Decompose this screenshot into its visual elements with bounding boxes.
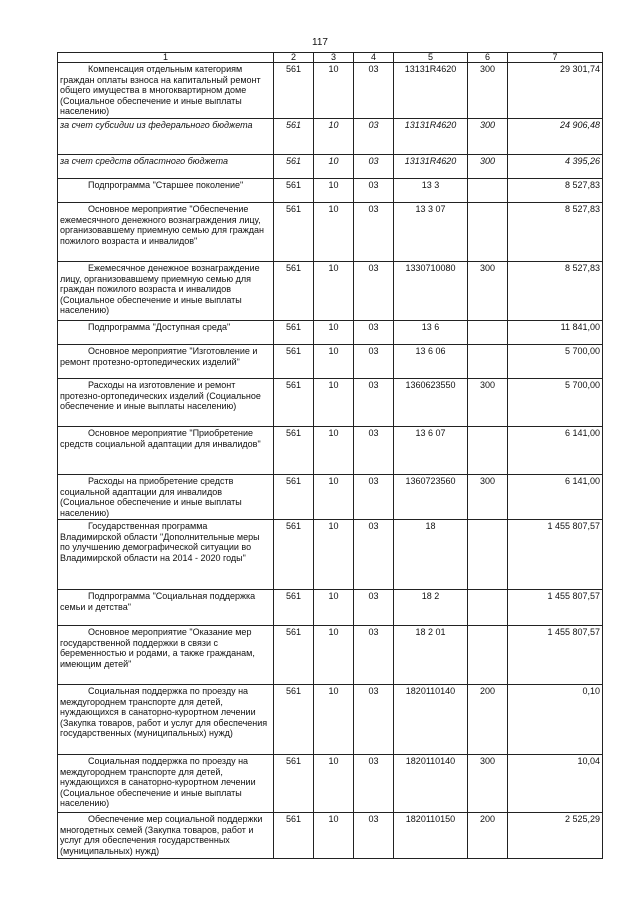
row-section-cell: 10 xyxy=(314,179,354,203)
row-expense-type-cell: 300 xyxy=(468,119,508,155)
row-subsection-cell: 03 xyxy=(354,520,394,590)
row-name-cell: Основное мероприятие "Приобретение средств социальной адаптации для инвалидов" xyxy=(58,427,274,475)
row-target-cell: 18 2 xyxy=(394,590,468,626)
row-code-cell: 561 xyxy=(274,813,314,859)
row-code-cell: 561 xyxy=(274,63,314,119)
row-target-cell: 1360623550 xyxy=(394,379,468,427)
row-section-cell: 10 xyxy=(314,427,354,475)
table-row xyxy=(58,262,603,321)
row-subsection-cell: 03 xyxy=(354,755,394,813)
row-code-cell: 561 xyxy=(274,119,314,155)
row-subsection-cell: 03 xyxy=(354,379,394,427)
row-section-cell: 10 xyxy=(314,379,354,427)
row-amount-cell: 5 700,00 xyxy=(508,345,603,379)
row-target-cell: 1820110150 xyxy=(394,813,468,859)
row-code-cell: 561 xyxy=(274,203,314,262)
table-row xyxy=(58,119,603,155)
row-target-cell: 1360723560 xyxy=(394,475,468,520)
row-name-cell: Подпрограмма "Доступная среда" xyxy=(58,321,274,345)
table-row xyxy=(58,379,603,427)
row-code-cell: 561 xyxy=(274,155,314,179)
row-subsection-cell: 03 xyxy=(354,626,394,685)
row-subsection-cell: 03 xyxy=(354,262,394,321)
row-expense-type-cell xyxy=(468,203,508,262)
row-expense-type-cell xyxy=(468,345,508,379)
table-row xyxy=(58,63,603,119)
row-subsection-cell: 03 xyxy=(354,321,394,345)
row-code-cell: 561 xyxy=(274,626,314,685)
row-amount-cell: 8 527,83 xyxy=(508,262,603,321)
row-target-cell: 13 6 06 xyxy=(394,345,468,379)
row-expense-type-cell xyxy=(468,626,508,685)
table-row xyxy=(58,813,603,859)
table-row xyxy=(58,321,603,345)
row-section-cell: 10 xyxy=(314,626,354,685)
table-row xyxy=(58,520,603,590)
row-target-cell: 13131R4620 xyxy=(394,63,468,119)
row-target-cell: 13131R4620 xyxy=(394,155,468,179)
row-amount-cell: 8 527,83 xyxy=(508,203,603,262)
row-section-cell: 10 xyxy=(314,63,354,119)
row-amount-cell: 4 395,26 xyxy=(508,155,603,179)
header-cell: 5 xyxy=(394,53,468,63)
header-cell: 1 xyxy=(58,53,274,63)
table-row xyxy=(58,203,603,262)
row-name-cell: Расходы на изготовление и ремонт протезно-ортопедических изделий (Социальное обеспечение и иные выплаты населению) xyxy=(58,379,274,427)
row-name-cell: Основное мероприятие "Оказание мер государственной поддержки в связи с беременностью и родами, а также гражданам, имеющим детей" xyxy=(58,626,274,685)
row-target-cell: 13131R4620 xyxy=(394,119,468,155)
row-expense-type-cell xyxy=(468,179,508,203)
row-code-cell: 561 xyxy=(274,475,314,520)
row-expense-type-cell: 300 xyxy=(468,262,508,321)
row-subsection-cell: 03 xyxy=(354,813,394,859)
row-name-cell: Компенсация отдельным категориям граждан оплаты взноса на капитальный ремонт общего имущества в многоквартирном доме (Социальное обеспечение и иные выплаты населению) xyxy=(58,63,274,119)
row-code-cell: 561 xyxy=(274,262,314,321)
row-amount-cell: 11 841,00 xyxy=(508,321,603,345)
row-expense-type-cell: 300 xyxy=(468,379,508,427)
row-expense-type-cell xyxy=(468,590,508,626)
row-amount-cell: 5 700,00 xyxy=(508,379,603,427)
row-name-cell: за счет субсидии из федерального бюджета xyxy=(58,119,274,155)
row-name-cell: Государственная программа Владимирской области "Дополнительные меры по улучшению демографической ситуации во Владимирской области на 2014 - 2020 годы" xyxy=(58,520,274,590)
row-name-cell: за счет средств областного бюджета xyxy=(58,155,274,179)
row-subsection-cell: 03 xyxy=(354,203,394,262)
row-name-cell: Основное мероприятие "Обеспечение ежемесячного денежного вознаграждения лицу, организовавшему приемную семью для граждан пожилого возраста и инвалидов" xyxy=(58,203,274,262)
row-section-cell: 10 xyxy=(314,119,354,155)
row-subsection-cell: 03 xyxy=(354,155,394,179)
row-amount-cell: 29 301,74 xyxy=(508,63,603,119)
row-amount-cell: 0,10 xyxy=(508,685,603,755)
row-code-cell: 561 xyxy=(274,685,314,755)
table-row xyxy=(58,626,603,685)
row-target-cell: 13 6 xyxy=(394,321,468,345)
row-amount-cell: 1 455 807,57 xyxy=(508,626,603,685)
row-section-cell: 10 xyxy=(314,203,354,262)
row-section-cell: 10 xyxy=(314,520,354,590)
budget-table xyxy=(57,52,603,859)
row-code-cell: 561 xyxy=(274,755,314,813)
header-cell: 2 xyxy=(274,53,314,63)
row-name-cell: Основное мероприятие "Изготовление и ремонт протезно-ортопедических изделий" xyxy=(58,345,274,379)
row-name-cell: Подпрограмма "Социальная поддержка семьи и детства" xyxy=(58,590,274,626)
row-amount-cell: 8 527,83 xyxy=(508,179,603,203)
row-code-cell: 561 xyxy=(274,345,314,379)
row-expense-type-cell: 200 xyxy=(468,685,508,755)
row-subsection-cell: 03 xyxy=(354,590,394,626)
row-subsection-cell: 03 xyxy=(354,427,394,475)
row-name-cell: Подпрограмма "Старшее поколение" xyxy=(58,179,274,203)
table-row xyxy=(58,155,603,179)
row-expense-type-cell: 300 xyxy=(468,755,508,813)
header-cell: 6 xyxy=(468,53,508,63)
row-subsection-cell: 03 xyxy=(354,179,394,203)
row-code-cell: 561 xyxy=(274,179,314,203)
row-section-cell: 10 xyxy=(314,755,354,813)
row-target-cell: 18 2 01 xyxy=(394,626,468,685)
row-amount-cell: 1 455 807,57 xyxy=(508,520,603,590)
header-cell: 4 xyxy=(354,53,394,63)
row-amount-cell: 2 525,29 xyxy=(508,813,603,859)
row-expense-type-cell xyxy=(468,427,508,475)
row-section-cell: 10 xyxy=(314,345,354,379)
row-target-cell: 13 3 xyxy=(394,179,468,203)
row-target-cell: 13 3 07 xyxy=(394,203,468,262)
row-section-cell: 10 xyxy=(314,813,354,859)
row-section-cell: 10 xyxy=(314,262,354,321)
table-row xyxy=(58,427,603,475)
row-section-cell: 10 xyxy=(314,155,354,179)
row-amount-cell: 10,04 xyxy=(508,755,603,813)
row-name-cell: Социальная поддержка по проезду на междугороднем транспорте для детей, нуждающихся в санаторно-курортном лечении (Социальное обеспечение и иные выплаты населению) xyxy=(58,755,274,813)
row-target-cell: 1820110140 xyxy=(394,755,468,813)
table-row xyxy=(58,590,603,626)
row-name-cell: Обеспечение мер социальной поддержки многодетных семей (Закупка товаров, работ и услуг для обеспечения государственных (муниципальных) нужд) xyxy=(58,813,274,859)
row-expense-type-cell: 300 xyxy=(468,475,508,520)
row-name-cell: Ежемесячное денежное вознаграждение лицу, организовавшему приемную семью для граждан пожилого возраста и инвалидов (Социальное обеспечение и иные выплаты населению) xyxy=(58,262,274,321)
row-amount-cell: 24 906,48 xyxy=(508,119,603,155)
row-amount-cell: 6 141,00 xyxy=(508,475,603,520)
row-section-cell: 10 xyxy=(314,590,354,626)
header-row xyxy=(58,53,603,63)
table-row xyxy=(58,179,603,203)
row-code-cell: 561 xyxy=(274,590,314,626)
header-cell: 3 xyxy=(314,53,354,63)
row-expense-type-cell: 300 xyxy=(468,155,508,179)
row-subsection-cell: 03 xyxy=(354,63,394,119)
row-target-cell: 13 6 07 xyxy=(394,427,468,475)
row-target-cell: 1330710080 xyxy=(394,262,468,321)
row-section-cell: 10 xyxy=(314,321,354,345)
row-name-cell: Расходы на приобретение средств социальной адаптации для инвалидов (Социальное обеспечение и иные выплаты населению) xyxy=(58,475,274,520)
row-expense-type-cell xyxy=(468,520,508,590)
row-expense-type-cell: 300 xyxy=(468,63,508,119)
row-subsection-cell: 03 xyxy=(354,345,394,379)
row-subsection-cell: 03 xyxy=(354,685,394,755)
table-row xyxy=(58,475,603,520)
row-code-cell: 561 xyxy=(274,520,314,590)
table-row xyxy=(58,685,603,755)
row-expense-type-cell: 200 xyxy=(468,813,508,859)
row-subsection-cell: 03 xyxy=(354,119,394,155)
table-row xyxy=(58,755,603,813)
row-code-cell: 561 xyxy=(274,321,314,345)
table-row xyxy=(58,345,603,379)
row-code-cell: 561 xyxy=(274,379,314,427)
row-expense-type-cell xyxy=(468,321,508,345)
row-target-cell: 18 xyxy=(394,520,468,590)
row-section-cell: 10 xyxy=(314,475,354,520)
page-number: 117 xyxy=(312,37,328,48)
row-subsection-cell: 03 xyxy=(354,475,394,520)
header-cell: 7 xyxy=(508,53,603,63)
row-amount-cell: 1 455 807,57 xyxy=(508,590,603,626)
row-target-cell: 1820110140 xyxy=(394,685,468,755)
row-section-cell: 10 xyxy=(314,685,354,755)
row-code-cell: 561 xyxy=(274,427,314,475)
row-amount-cell: 6 141,00 xyxy=(508,427,603,475)
row-name-cell: Социальная поддержка по проезду на междугороднем транспорте для детей, нуждающихся в санаторно-курортном лечении (Закупка товаров, работ и услуг для обеспечения государственных (муниципальных) нужд) xyxy=(58,685,274,755)
